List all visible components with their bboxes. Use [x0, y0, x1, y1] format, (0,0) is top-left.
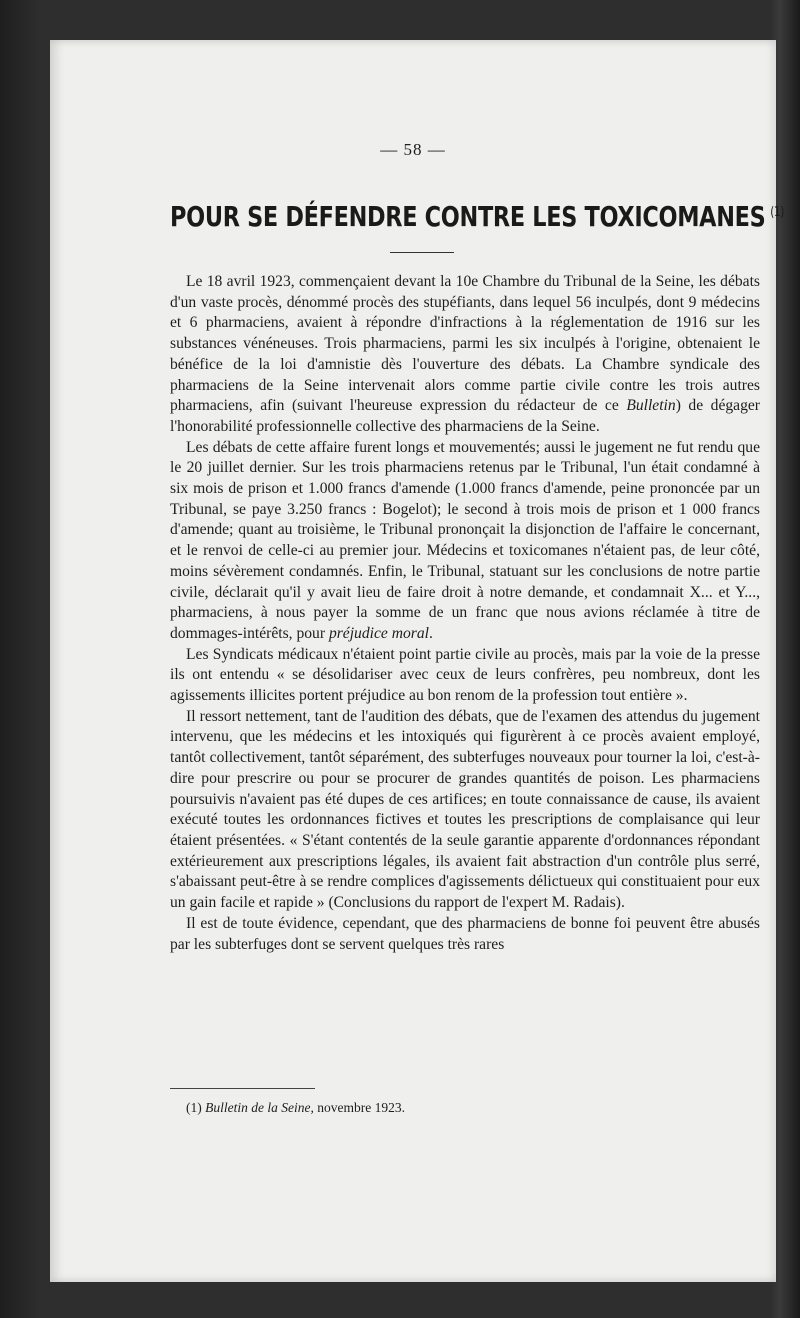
paragraph-text-after: ) de dégager l'honorabilité professionnelle collective des pharmaciens de la Seine.: [170, 397, 760, 435]
title-footnote-ref: (1): [770, 204, 784, 220]
paragraph-text: Les Syndicats médicaux n'étaient point partie civile au procès, mais par la voie de la presse ils ont entendu « se désolidariser avec ceux de leurs confrères, peu nombreux, dont les agissements illicites portent préjudice au bon renom de la profession tout entière ».: [170, 645, 760, 705]
paragraph: [170, 707, 760, 914]
paragraph: [170, 438, 760, 645]
paragraph-text: Les débats de cette affaire furent longs et mouvementés; aussi le jugement ne fut rendu que le 20 juillet dernier. Sur les trois pharmaciens retenus par le Tribunal, l'un était condamné à six mois de prison et 1.000 francs d'amende (1.000 francs d'amende, peine prononcée par un Tribunal, se paye 3.250 francs : Bogelot); le second à trois mois de prison et 1 000 francs d'amende; quant au troisième, le Tribunal prononçait la disjonction de l'affaire le concernant, et le renvoi de celle-ci au premier jour. Médecins et toxicomanes n'étaient pas, de leur côté, moins sévèrement condamnés. Enfin, le Tribunal, statuant sur les conclusions de notre partie civile, déclarait qu'il y avait lieu de faire droit à notre demande, et condamnait X... et Y..., pharmaciens, à nous payer la somme de un franc que nous avions réclamée à titre de dommages-intérêts, pour: [170, 438, 760, 642]
footnote-rule: [170, 1088, 315, 1089]
footnote: [186, 1100, 405, 1116]
article-title: [170, 200, 784, 233]
footnote-text: novembre 1923.: [317, 1100, 405, 1115]
footnote-italic: Bulletin de la Seine,: [205, 1100, 314, 1115]
document-page: [50, 40, 784, 1282]
paragraph-text: Il ressort nettement, tant de l'audition des débats, que de l'examen des attendus du jugement intervenu, que les médecins et les intoxiqués qui figurèrent à ce procès avaient employé, tantôt collectivement, tantôt séparément, des subterfuges nouveaux pour tourner la loi, c'est-à-dire pour prescrire ou pour se procurer de grandes quantités de poison. Les pharmaciens poursuivis n'avaient pas été dupes de ces artifices; en toute connaissance de cause, ils avaient exécuté toutes les ordonnances fictives et toutes les prescriptions de complaisance qui leur étaient présentées. « S'étant contentés de la seule garantie apparente d'ordonnances répondant extérieurement aux prescriptions légales, ils avaient fait abstraction d'un contrôle plus serré, s'abaissant peut-être à se rendre complices d'agissements délictueux qui constituaient pour eux un gain facile et rapide » (Conclusions du rapport de l'expert M. Radais).: [170, 707, 760, 912]
page-number: — 58 —: [380, 140, 446, 159]
article-title-text: POUR SE DÉFENDRE CONTRE LES TOXICOMANES: [170, 200, 766, 233]
paragraph-text: Il est de toute évidence, cependant, que des pharmaciens de bonne foi peuvent être abusés par les subterfuges dont se servent quelques très rares: [170, 914, 760, 953]
title-rule: [390, 252, 454, 253]
paragraph: [170, 645, 760, 707]
paragraph-italic: préjudice moral: [328, 624, 429, 642]
paragraph-text: Le 18 avril 1923, commençaient devant la 10e Chambre du Tribunal de la Seine, les débats d'un vaste procès, dénommé procès des stupéfiants, dans lequel 56 inculpés, dont 9 médecins et 6 pharmaciens, avaient à répondre d'infractions à la réglementation de 1916 sur les substances vénéneuses. Trois pharmaciens, parmi les six inculpés à l'origine, obtenaient le bénéfice de la loi d'amnistie dès l'ouverture des débats. La Chambre syndicale des pharmaciens de la Seine intervenait alors comme partie civile contre les trois autres pharmaciens, afin (suivant l'heureuse expression du rédacteur de ce: [170, 273, 760, 415]
paragraph-text-after: .: [428, 624, 433, 642]
paragraph: [170, 914, 760, 955]
paragraph: [170, 272, 760, 438]
paragraph-italic: Bulletin: [626, 397, 676, 415]
footnote-marker: (1): [186, 1100, 202, 1115]
article-body: [170, 272, 760, 955]
